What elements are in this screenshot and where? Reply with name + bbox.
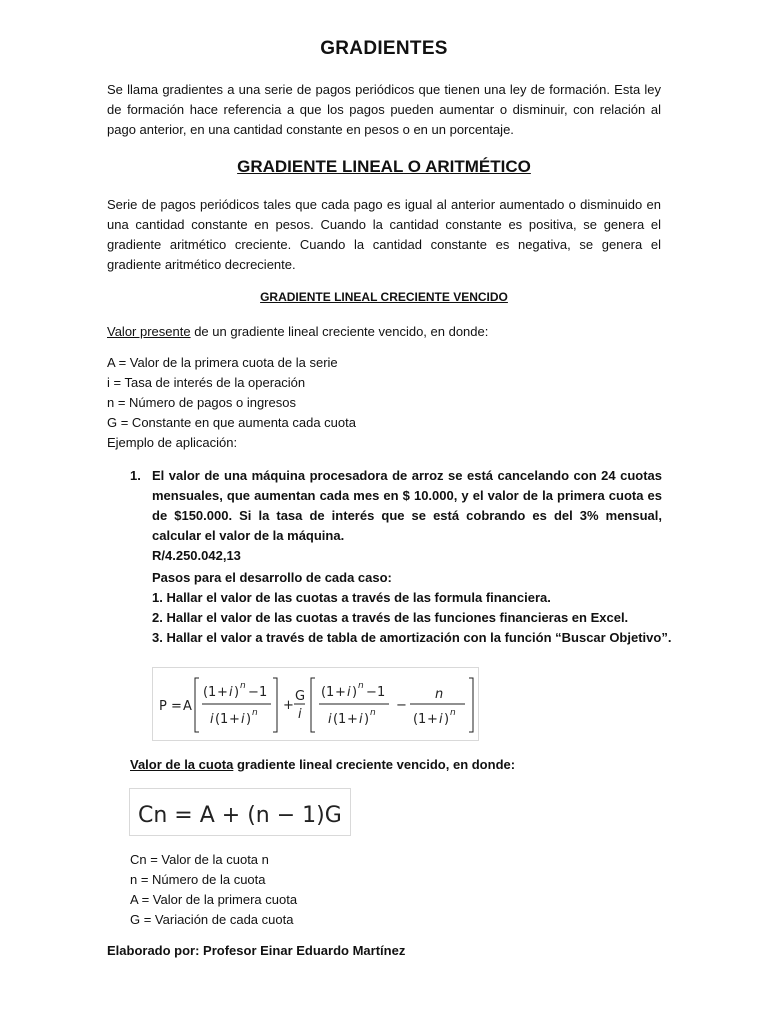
svg-text:): ): [364, 712, 370, 727]
variable-item: G = Constante en que aumenta cada cuota: [107, 415, 356, 430]
formula-one: 1: [208, 685, 217, 700]
svg-text:i: i: [298, 707, 302, 722]
svg-text:(: (: [203, 685, 209, 700]
section-paragraph: Serie de pagos periódicos tales que cada pago es igual al anterior aumentado o disminuido en una cantidad constante en pesos. Cuando la cantidad constante es positiva, se genera el gradiente aritmético creciente. Cuando la cantidad constante es negativa, se genera el gradiente aritmético decreciente.: [107, 197, 661, 272]
svg-text:−: −: [248, 685, 259, 700]
cuota-variable-item: Cn = Valor de la cuota n: [130, 852, 269, 867]
svg-text:n: n: [450, 708, 456, 718]
svg-text:): ): [234, 685, 240, 700]
step-item: 2. Hallar el valor de las cuotas a través de las funciones financieras en Excel.: [152, 610, 629, 625]
valor-cuota-line: [130, 755, 515, 775]
present-value-formula: [152, 667, 479, 741]
formula-g: G: [295, 689, 306, 704]
svg-text:(: (: [333, 712, 339, 727]
example-number: 1.: [130, 468, 141, 483]
svg-text:(: (: [413, 712, 419, 727]
cuota-variable-item: A = Valor de la primera cuota: [130, 892, 298, 907]
intro-paragraph: Se llama gradientes a una serie de pagos periódicos que tienen una ley de formación. Esta ley de formación hace referencia a que los pagos pueden aumentar o disminuir, con relación al pago anterior, en una cantidad constante en pesos o en un porcentaje.: [107, 82, 661, 137]
svg-text:+: +: [283, 698, 294, 713]
cuota-variable-item: G = Variación de cada cuota: [130, 912, 294, 927]
cuota-formula: [129, 788, 351, 836]
svg-text:1: 1: [338, 712, 347, 727]
steps-list: [152, 568, 671, 648]
example-text: El valor de una máquina procesadora de arroz se está cancelando con 24 cuotas mensuales, que aumentan cada mes en $ 10.000, y el valor de la primera cuota es de $150.000. Si la tasa de interés que se está cobrando es del 3% mensual, calcular el valor de la máquina.: [152, 468, 662, 543]
variable-item: A = Valor de la primera cuota de la serie: [107, 355, 338, 370]
section-title: GRADIENTE LINEAL O ARITMÉTICO: [237, 157, 531, 176]
variable-item: n = Número de pagos o ingresos: [107, 395, 296, 410]
svg-text:+: +: [335, 685, 346, 700]
cuota-variable-list: [130, 850, 297, 930]
svg-text:+: +: [347, 712, 358, 727]
svg-text:n: n: [358, 681, 364, 691]
valor-presente-line: [107, 322, 488, 342]
step-item: 3. Hallar el valor a través de tabla de amortización con la función “Buscar Objetivo”.: [152, 630, 672, 645]
subsection-title: GRADIENTE LINEAL CRECIENTE VENCIDO: [260, 290, 508, 304]
steps-heading: Pasos para el desarrollo de cada caso:: [152, 570, 392, 585]
svg-text:i: i: [347, 685, 351, 700]
svg-text:n: n: [435, 687, 444, 702]
svg-text:−: −: [396, 698, 407, 713]
svg-text:1: 1: [377, 685, 386, 700]
page-title: GRADIENTES: [320, 38, 448, 59]
svg-text:): ): [444, 712, 450, 727]
valor-cuota-rest: gradiente lineal creciente vencido, en donde:: [233, 757, 516, 772]
example-answer: R/4.250.042,13: [152, 548, 241, 563]
svg-text:1: 1: [326, 685, 335, 700]
svg-text:n: n: [252, 708, 258, 718]
svg-text:i: i: [328, 712, 332, 727]
formula-equals: =: [171, 699, 182, 714]
valor-presente-label: Valor presente: [107, 324, 191, 339]
valor-cuota-label: Valor de la cuota: [130, 757, 234, 772]
svg-text:−: −: [366, 685, 377, 700]
svg-text:): ): [246, 712, 252, 727]
example-heading: Ejemplo de aplicación:: [107, 435, 238, 450]
svg-text:): ): [352, 685, 358, 700]
valor-presente-rest: de un gradiente lineal creciente vencido, en donde:: [190, 324, 489, 339]
svg-text:n: n: [240, 681, 246, 691]
svg-text:i: i: [439, 712, 443, 727]
variable-list: [107, 353, 356, 453]
formula-a: A: [183, 699, 192, 714]
step-item: 1. Hallar el valor de las cuotas a través de las formula financiera.: [152, 590, 551, 605]
svg-text:(: (: [321, 685, 327, 700]
svg-text:i: i: [229, 685, 233, 700]
cuota-variable-item: n = Número de la cuota: [130, 872, 266, 887]
svg-text:i: i: [241, 712, 245, 727]
svg-text:+: +: [229, 712, 240, 727]
svg-text:i: i: [359, 712, 363, 727]
cuota-formula-text: Cn = A + (n − 1)G: [138, 803, 342, 828]
author-footer: Elaborado por: Profesor Einar Eduardo Martínez: [107, 943, 406, 958]
svg-text:+: +: [217, 685, 228, 700]
svg-text:1: 1: [418, 712, 427, 727]
example-item: [130, 466, 662, 566]
svg-text:n: n: [370, 708, 376, 718]
svg-text:1: 1: [259, 685, 268, 700]
svg-text:i: i: [210, 712, 214, 727]
variable-item: i = Tasa de interés de la operación: [107, 375, 306, 390]
svg-text:+: +: [427, 712, 438, 727]
svg-text:1: 1: [220, 712, 229, 727]
svg-text:(: (: [215, 712, 221, 727]
formula-p: P: [159, 699, 167, 714]
